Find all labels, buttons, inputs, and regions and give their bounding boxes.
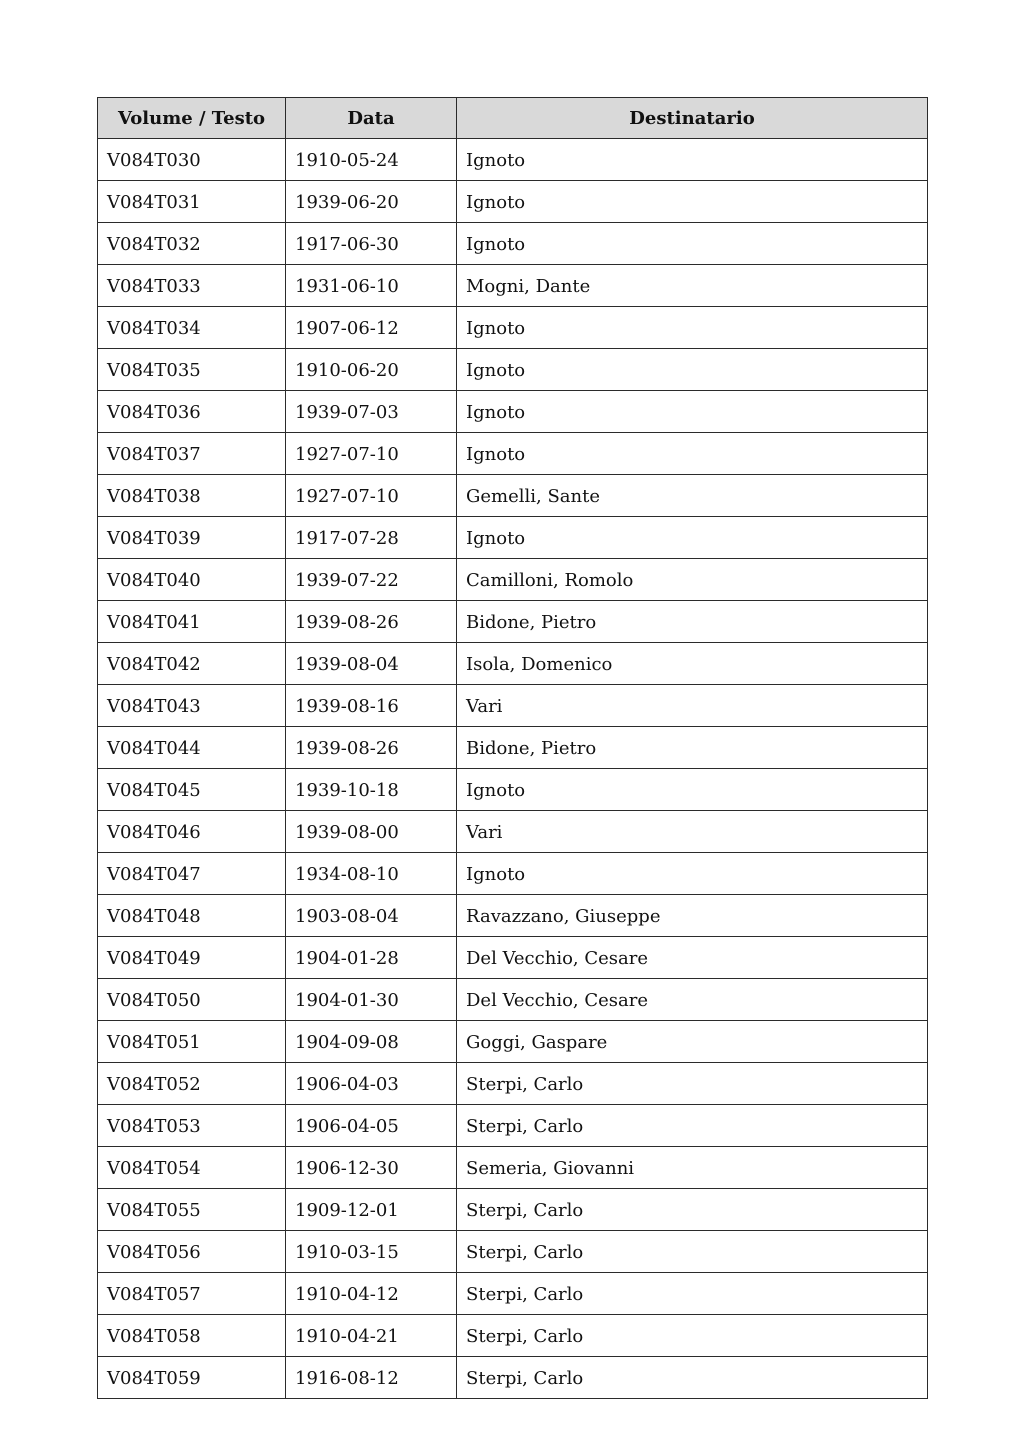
- cell-destinatario: Ignoto: [457, 853, 928, 895]
- cell-volume-testo: V084T032: [98, 223, 286, 265]
- cell-volume-testo: V084T048: [98, 895, 286, 937]
- table-row: [98, 223, 928, 265]
- cell-data: 1907-06-12: [286, 307, 457, 349]
- cell-volume-testo: V084T052: [98, 1063, 286, 1105]
- cell-destinatario: Vari: [457, 685, 928, 727]
- table-row: [98, 1231, 928, 1273]
- cell-volume-testo: V084T040: [98, 559, 286, 601]
- cell-volume-testo: V084T053: [98, 1105, 286, 1147]
- cell-destinatario: Ravazzano, Giuseppe: [457, 895, 928, 937]
- table-row: [98, 685, 928, 727]
- cell-data: 1910-04-12: [286, 1273, 457, 1315]
- cell-destinatario: Del Vecchio, Cesare: [457, 979, 928, 1021]
- table-row: [98, 1105, 928, 1147]
- cell-data: 1934-08-10: [286, 853, 457, 895]
- cell-volume-testo: V084T047: [98, 853, 286, 895]
- table-row: [98, 1021, 928, 1063]
- cell-destinatario: Sterpi, Carlo: [457, 1273, 928, 1315]
- cell-volume-testo: V084T055: [98, 1189, 286, 1231]
- cell-volume-testo: V084T039: [98, 517, 286, 559]
- cell-volume-testo: V084T044: [98, 727, 286, 769]
- cell-volume-testo: V084T042: [98, 643, 286, 685]
- cell-data: 1939-07-03: [286, 391, 457, 433]
- cell-data: 1939-08-26: [286, 601, 457, 643]
- cell-destinatario: Ignoto: [457, 181, 928, 223]
- table-row: [98, 769, 928, 811]
- table-row: [98, 895, 928, 937]
- table-body: [98, 139, 928, 1399]
- cell-destinatario: Ignoto: [457, 433, 928, 475]
- column-header-destinatario: Destinatario: [457, 98, 928, 139]
- cell-volume-testo: V084T035: [98, 349, 286, 391]
- cell-data: 1910-05-24: [286, 139, 457, 181]
- cell-volume-testo: V084T050: [98, 979, 286, 1021]
- cell-destinatario: Sterpi, Carlo: [457, 1189, 928, 1231]
- cell-destinatario: Ignoto: [457, 223, 928, 265]
- cell-data: 1903-08-04: [286, 895, 457, 937]
- table-row: [98, 1357, 928, 1399]
- cell-data: 1906-12-30: [286, 1147, 457, 1189]
- cell-volume-testo: V084T043: [98, 685, 286, 727]
- cell-volume-testo: V084T034: [98, 307, 286, 349]
- cell-destinatario: Ignoto: [457, 391, 928, 433]
- cell-data: 1939-08-00: [286, 811, 457, 853]
- cell-destinatario: Bidone, Pietro: [457, 601, 928, 643]
- table-row: [98, 517, 928, 559]
- cell-volume-testo: V084T041: [98, 601, 286, 643]
- table-row: [98, 1315, 928, 1357]
- letters-table: [97, 97, 928, 1399]
- table-row: [98, 937, 928, 979]
- cell-destinatario: Mogni, Dante: [457, 265, 928, 307]
- cell-volume-testo: V084T057: [98, 1273, 286, 1315]
- cell-destinatario: Ignoto: [457, 517, 928, 559]
- cell-volume-testo: V084T049: [98, 937, 286, 979]
- cell-volume-testo: V084T046: [98, 811, 286, 853]
- cell-destinatario: Sterpi, Carlo: [457, 1063, 928, 1105]
- cell-volume-testo: V084T033: [98, 265, 286, 307]
- cell-data: 1906-04-05: [286, 1105, 457, 1147]
- table-row: [98, 349, 928, 391]
- cell-data: 1909-12-01: [286, 1189, 457, 1231]
- cell-destinatario: Ignoto: [457, 139, 928, 181]
- table-row: [98, 853, 928, 895]
- cell-destinatario: Del Vecchio, Cesare: [457, 937, 928, 979]
- cell-volume-testo: V084T030: [98, 139, 286, 181]
- cell-data: 1931-06-10: [286, 265, 457, 307]
- cell-volume-testo: V084T038: [98, 475, 286, 517]
- cell-volume-testo: V084T056: [98, 1231, 286, 1273]
- table-row: [98, 643, 928, 685]
- table-row: [98, 1147, 928, 1189]
- cell-volume-testo: V084T031: [98, 181, 286, 223]
- table-row: [98, 265, 928, 307]
- table-row: [98, 475, 928, 517]
- cell-data: 1939-10-18: [286, 769, 457, 811]
- cell-data: 1917-07-28: [286, 517, 457, 559]
- cell-destinatario: Goggi, Gaspare: [457, 1021, 928, 1063]
- table-header: [98, 98, 928, 139]
- table-row: [98, 811, 928, 853]
- cell-volume-testo: V084T058: [98, 1315, 286, 1357]
- cell-data: 1910-03-15: [286, 1231, 457, 1273]
- cell-destinatario: Sterpi, Carlo: [457, 1105, 928, 1147]
- table-row: [98, 1063, 928, 1105]
- cell-destinatario: Semeria, Giovanni: [457, 1147, 928, 1189]
- cell-destinatario: Ignoto: [457, 307, 928, 349]
- table-row: [98, 1189, 928, 1231]
- cell-destinatario: Gemelli, Sante: [457, 475, 928, 517]
- cell-destinatario: Camilloni, Romolo: [457, 559, 928, 601]
- cell-data: 1904-01-28: [286, 937, 457, 979]
- table-row: [98, 181, 928, 223]
- cell-volume-testo: V084T054: [98, 1147, 286, 1189]
- cell-destinatario: Isola, Domenico: [457, 643, 928, 685]
- table-row: [98, 307, 928, 349]
- cell-volume-testo: V084T059: [98, 1357, 286, 1399]
- table-row: [98, 391, 928, 433]
- cell-destinatario: Vari: [457, 811, 928, 853]
- cell-destinatario: Sterpi, Carlo: [457, 1357, 928, 1399]
- cell-destinatario: Sterpi, Carlo: [457, 1315, 928, 1357]
- cell-volume-testo: V084T051: [98, 1021, 286, 1063]
- column-header-data: Data: [286, 98, 457, 139]
- cell-data: 1927-07-10: [286, 475, 457, 517]
- table-row: [98, 433, 928, 475]
- cell-destinatario: Bidone, Pietro: [457, 727, 928, 769]
- cell-volume-testo: V084T036: [98, 391, 286, 433]
- cell-data: 1939-08-04: [286, 643, 457, 685]
- table-row: [98, 727, 928, 769]
- header-row: [98, 98, 928, 139]
- cell-destinatario: Ignoto: [457, 769, 928, 811]
- cell-data: 1917-06-30: [286, 223, 457, 265]
- table-row: [98, 979, 928, 1021]
- table-row: [98, 139, 928, 181]
- cell-volume-testo: V084T037: [98, 433, 286, 475]
- cell-data: 1910-06-20: [286, 349, 457, 391]
- cell-data: 1910-04-21: [286, 1315, 457, 1357]
- cell-data: 1906-04-03: [286, 1063, 457, 1105]
- cell-data: 1939-06-20: [286, 181, 457, 223]
- table-row: [98, 601, 928, 643]
- cell-data: 1927-07-10: [286, 433, 457, 475]
- column-header-volume-testo: Volume / Testo: [98, 98, 286, 139]
- cell-destinatario: Ignoto: [457, 349, 928, 391]
- cell-data: 1916-08-12: [286, 1357, 457, 1399]
- table-row: [98, 1273, 928, 1315]
- cell-data: 1939-07-22: [286, 559, 457, 601]
- cell-volume-testo: V084T045: [98, 769, 286, 811]
- cell-data: 1904-09-08: [286, 1021, 457, 1063]
- table-row: [98, 559, 928, 601]
- cell-data: 1939-08-26: [286, 727, 457, 769]
- cell-data: 1939-08-16: [286, 685, 457, 727]
- cell-destinatario: Sterpi, Carlo: [457, 1231, 928, 1273]
- letters-table-container: [97, 97, 927, 1389]
- cell-data: 1904-01-30: [286, 979, 457, 1021]
